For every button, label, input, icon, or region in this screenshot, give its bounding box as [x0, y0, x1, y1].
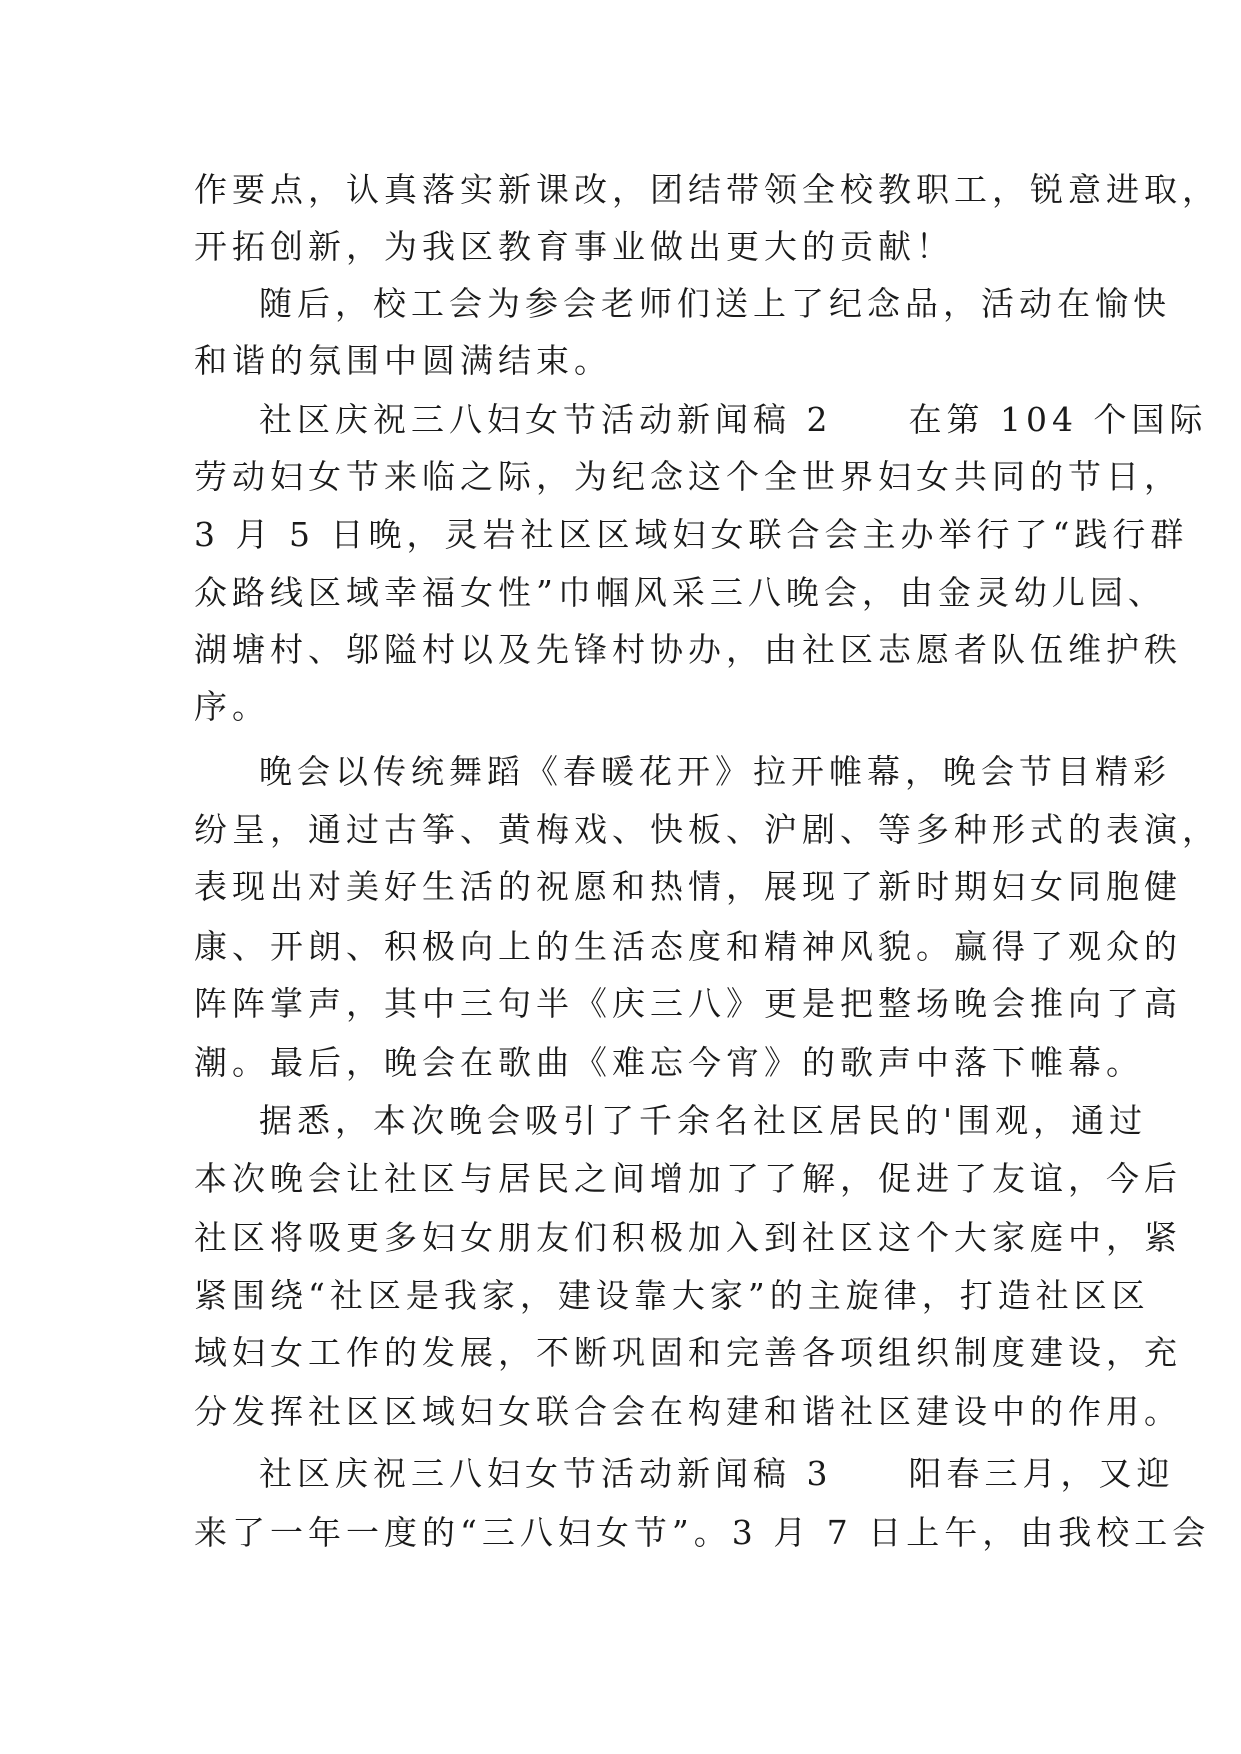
text-line-12: 纷呈，通过古筝、黄梅戏、快板、沪剧、等多种形式的表演，	[194, 810, 1220, 849]
text-line-22: 分发挥社区区域妇女联合会在构建和谐社区建设中的作用。	[194, 1392, 1182, 1431]
text-line-6: 劳动妇女节来临之际，为纪念这个全世界妇女共同的节日，	[194, 457, 1182, 496]
text-line-21: 域妇女工作的发展，不断巩固和完善各项组织制度建设，充	[194, 1333, 1182, 1372]
text-line-19: 社区将吸更多妇女朋友们积极加入到社区这个大家庭中，紧	[194, 1218, 1182, 1257]
text-line-7: 3 月 5 日晚，灵岩社区区域妇女联合会主办举行了“践行群	[194, 515, 1189, 554]
text-line-1: 作要点，认真落实新课改，团结带领全校教职工，锐意进取，	[194, 170, 1220, 209]
text-line-24: 来了一年一度的“三八妇女节”。3 月 7 日上午，由我校工会	[194, 1513, 1211, 1552]
text-line-13: 表现出对美好生活的祝愿和热情，展现了新时期妇女同胞健	[194, 867, 1182, 906]
text-line-20: 紧围绕“社区是我家，建设靠大家”的主旋律，打造社区区	[194, 1276, 1150, 1315]
paragraph-start-line-3: 随后，校工会为参会老师们送上了纪念品，活动在愉快	[259, 284, 1171, 323]
text-line-9: 湖塘村、邬隘村以及先锋村协办，由社区志愿者队伍维护秩	[194, 630, 1182, 669]
text-line-2: 开拓创新，为我区教育事业做出更大的贡献！	[194, 227, 954, 266]
text-line-4: 和谐的氛围中圆满结束。	[194, 341, 612, 380]
paragraph-start-line-11: 晚会以传统舞蹈《春暖花开》拉开帷幕，晚会节目精彩	[259, 752, 1171, 791]
paragraph-start-line-17: 据悉，本次晚会吸引了千余名社区居民的'围观，通过	[259, 1101, 1148, 1140]
text-line-15: 阵阵掌声，其中三句半《庆三八》更是把整场晚会推向了高	[194, 984, 1182, 1023]
text-line-18: 本次晚会让社区与居民之间增加了了解，促进了友谊，今后	[194, 1159, 1182, 1198]
text-line-10: 序。	[194, 687, 270, 726]
text-line-8: 众路线区域幸福女性”巾帼风采三八晚会，由金灵幼儿园、	[194, 573, 1166, 612]
text-line-16: 潮。最后，晚会在歌曲《难忘今宵》的歌声中落下帷幕。	[194, 1043, 1144, 1082]
section-heading-line-5: 社区庆祝三八妇女节活动新闻稿 2 在第 104 个国际	[259, 400, 1208, 439]
text-line-14: 康、开朗、积极向上的生活态度和精神风貌。赢得了观众的	[194, 927, 1182, 966]
section-heading-line-23: 社区庆祝三八妇女节活动新闻稿 3 阳春三月，又迎	[259, 1454, 1175, 1493]
